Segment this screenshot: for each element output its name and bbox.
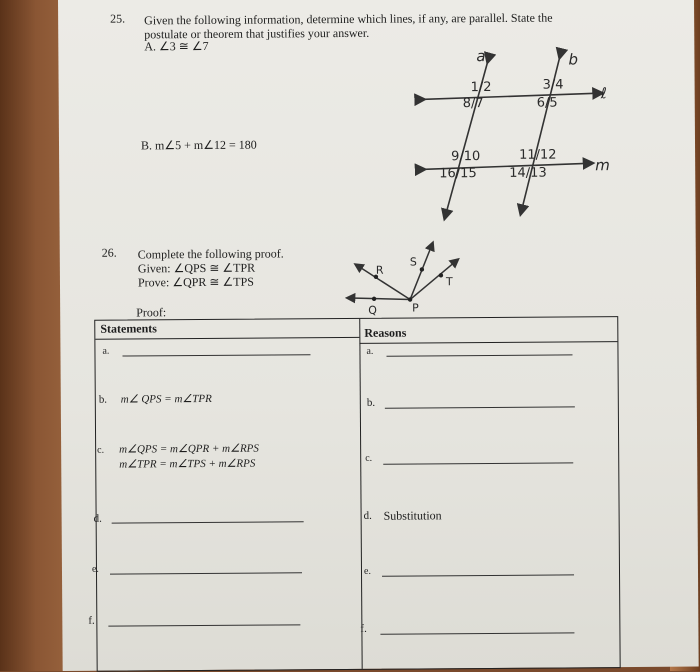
angles-8-7: 8/7 [462, 96, 484, 112]
label-line-l: ℓ [600, 84, 607, 103]
reason-b-label: b. [366, 396, 376, 409]
q25-number: 25. [110, 11, 126, 26]
angles-16-15: 16/15 [439, 166, 477, 182]
q25-prompt-line1: Given the following information, determine which lines, if any, are parallel. State the [144, 10, 553, 28]
angles-11-12: 11/12 [519, 147, 557, 163]
reason-d-label: d. [363, 509, 372, 522]
label-line-m: m [595, 156, 610, 175]
statement-c-label: c. [97, 444, 105, 456]
reason-c-label: c. [365, 452, 373, 464]
statement-b-text: m∠ QPS = m∠TPR [120, 392, 212, 406]
point-p: P [412, 301, 419, 315]
proof-table [91, 316, 620, 672]
angles-6-5: 6/5 [536, 95, 558, 111]
angles-14-13: 14/13 [509, 165, 547, 181]
statements-header: Statements [100, 321, 157, 336]
q26-given: Given: ∠QPS ≅ ∠TPR [137, 260, 256, 276]
label-line-b: b [568, 50, 579, 69]
statement-b-label: b. [98, 393, 108, 406]
reasons-header: Reasons [364, 325, 407, 340]
statement-f-label: f. [88, 614, 95, 627]
point-r: R [375, 263, 384, 277]
point-q: Q [368, 303, 377, 317]
angle-diagram [58, 0, 696, 330]
angles-9-10: 9/10 [451, 149, 481, 165]
q26-heading: Complete the following proof. [137, 246, 284, 262]
statement-c-text2: m∠TPR = m∠TPS + m∠RPS [119, 457, 256, 471]
worksheet-page [58, 0, 699, 671]
label-line-a: a [476, 47, 486, 66]
q26-prove: Prove: ∠QPR ≅ ∠TPS [137, 274, 254, 290]
point-t: T [445, 275, 453, 289]
q25-part-b: B. m∠5 + m∠12 = 180 [140, 137, 257, 153]
statement-c-text: m∠QPS = m∠QPR + m∠RPS [119, 442, 259, 456]
point-s: S [409, 255, 417, 269]
angles-1-2: 1/2 [470, 79, 492, 96]
reason-e-label: e. [363, 565, 371, 577]
statement-a-label: a. [102, 345, 110, 357]
statement-e-label: e. [91, 563, 99, 575]
statement-d-label: d. [93, 512, 102, 525]
reason-a-label: a. [366, 345, 374, 357]
q26-number: 26. [101, 245, 117, 260]
q25-prompt-line2: postulate or theorem that justifies your answer. [144, 25, 370, 42]
q26-proof-label: Proof: [136, 305, 167, 320]
angles-3-4: 3/4 [542, 77, 564, 93]
reason-d-text: Substitution [383, 508, 442, 523]
reason-f-label: f. [360, 622, 367, 635]
q25-part-a: A. ∠3 ≅ ∠7 [144, 38, 209, 54]
